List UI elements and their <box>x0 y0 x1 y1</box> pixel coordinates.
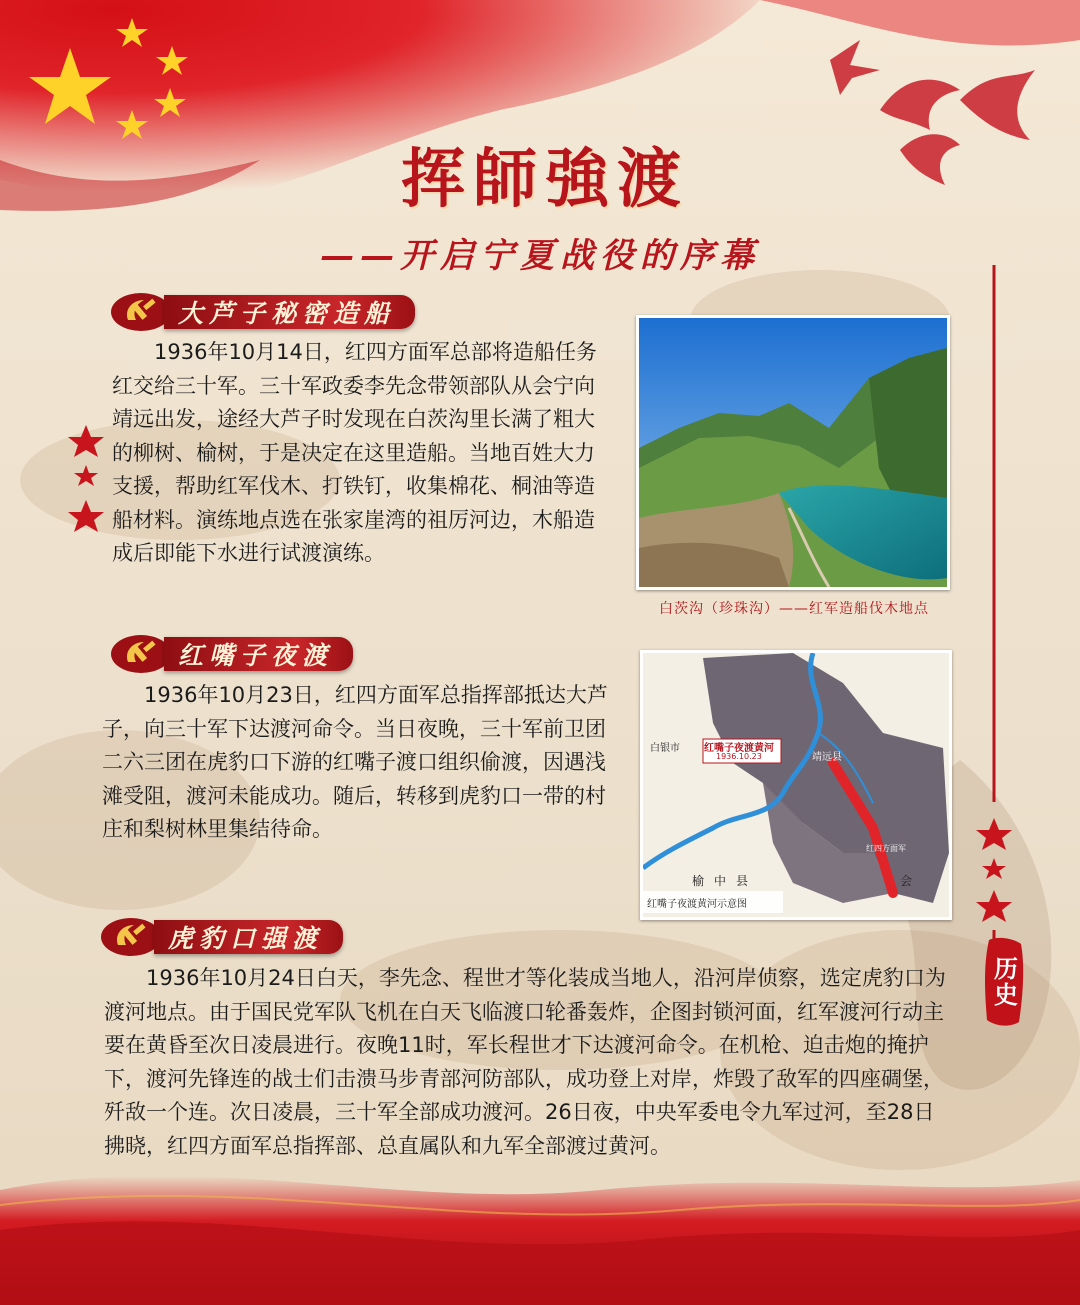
map-town-label: 靖远县 <box>812 752 842 763</box>
section-heading-label: 大芦子秘密造船 <box>164 295 415 329</box>
map-region-label: 会 <box>900 874 913 888</box>
section-heading-label: 虎豹口强渡 <box>154 920 343 954</box>
history-side-tag <box>983 936 1025 1028</box>
section-heading-label: 红嘴子夜渡 <box>164 637 353 671</box>
photo-caption: 白茨沟（珍珠沟）——红军造船伐木地点 <box>659 601 929 617</box>
hammer-sickle-emblem-icon <box>100 917 162 957</box>
history-side-tag-label: 历史 <box>989 956 1018 1008</box>
hammer-sickle-emblem-icon <box>110 634 172 674</box>
page-title: 挥師強渡 <box>401 142 689 217</box>
map-city-label: 白银市 <box>650 743 680 754</box>
section-paragraph-1: 1936年10月14日，红四方面军总部将造船任务红交给三十军。三十军政委李先念带领部队从会宁向靖远出发，途经大芦子时发现在白茨沟里长满了粗大的柳树、榆树，于是决定在这里造船。当地百姓大力支援，帮助红军伐木、打铁钉，收集棉花、桐油等造船材料。演练地点选在张家崖湾的祖厉河边，木船造成后即能下水进行试渡演练。 <box>112 340 597 565</box>
map-army-label: 红四方面军 <box>866 844 906 853</box>
section-paragraph-3: 1936年10月24日白天，李先念、程世才等化装成当地人，沿河岸侦察，选定虎豹口为渡河地点。由于国民党军队飞机在白天飞临渡口轮番轰炸，企图封锁河面，红军渡河行动主要在黄昏至次日凌晨进行。夜晚11时，军长程世才下达渡河命令。在机枪、迫击炮的掩护下，渡河先锋连的战士们击溃马步青部河防部队，成功登上对岸，炸毁了敌军的四座碉堡，歼敌一个连。次日凌晨，三十军全部成功渡河。26日夜，中央军委电令九军过河，至28日拂晓，红四方面军总指挥部、总直属队和九军全部渡过黄河。 <box>104 966 946 1158</box>
page-subtitle: ——开启宁夏战役的序幕 <box>320 236 760 276</box>
map-legend: 红嘴子夜渡黄河示意图 <box>647 899 747 910</box>
section-heading-3 <box>100 917 343 957</box>
map-callout-date: 1936.10.23 <box>716 752 762 761</box>
hammer-sickle-emblem-icon <box>110 292 172 332</box>
map-callout-title: 红嘴子夜渡黄河 <box>704 743 774 754</box>
section-paragraph-2: 1936年10月23日，红四方面军总指挥部抵达大芦子，向三十军下达渡河命令。当日夜晚，三十军前卫团二六三团在虎豹口下游的红嘴子渡口组织偷渡，因遇浅滩受阻，渡河未能成功。随后，转移到虎豹口一带的村庄和梨树林里集结待命。 <box>102 683 608 841</box>
landscape-photo <box>636 315 950 590</box>
section-heading-2 <box>110 634 353 674</box>
map-county-label: 榆中县 <box>692 874 759 888</box>
section-heading-1 <box>110 292 415 332</box>
